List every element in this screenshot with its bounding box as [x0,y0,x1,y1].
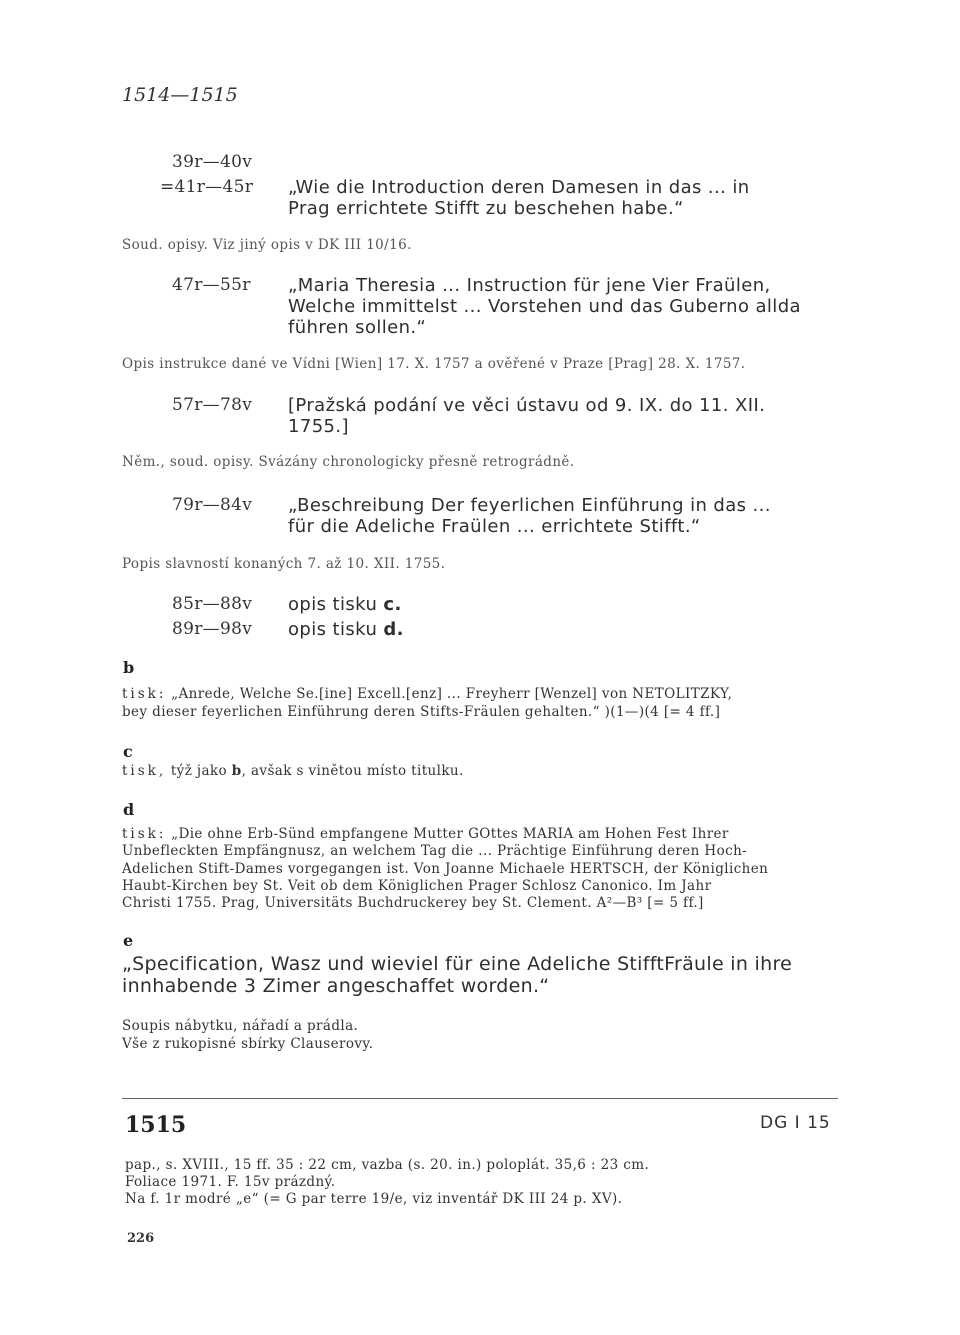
print-text: týž jako [166,763,232,779]
print-text: „Die ohne Erb-Sünd empfangene Mutter GOttes MARIA am Hohen Fest Ihrer [166,826,729,842]
print-description-line [122,686,732,703]
print-label: tisk, [122,763,167,779]
print-reference: d. [383,619,404,640]
print-text: , avšak s vinětou místo titulku. [241,763,464,779]
print-description-line [122,763,464,780]
print-letter: d [123,800,135,819]
entry-title-line: Welche immittelst ... Vorstehen und das Guberno allda [288,296,801,317]
manuscript-title-line: innhabende 3 Zimer angeschaffet worden.“ [122,975,550,997]
entry-title-line: „Maria Theresia ... Instruction für jene Vier Fraülen, [288,275,771,296]
print-letter: e [123,931,134,950]
entry-title-line: Prag errichtete Stifft zu beschehen habe.“ [288,198,684,219]
entry-title-line [288,619,404,640]
document-description-line: Foliace 1971. F. 15v prázdný. [125,1174,336,1190]
folio-range: 39r—40v [172,152,253,172]
print-label: tisk: [122,826,167,842]
print-description-line: Christi 1755. Prag, Universitäts Buchdruckerey bey St. Clement. A²—B³ [= 5 ff.] [122,895,704,911]
print-reference: c. [383,594,402,615]
entry-title-line [288,594,402,615]
section-divider [122,1098,838,1099]
document-description-line: pap., s. XVIII., 15 ff. 35 : 22 cm, vazba (s. 20. in.) poloplát. 35,6 : 23 cm. [125,1157,650,1173]
document-number: 1515 [125,1112,187,1138]
print-label: tisk: [122,686,167,702]
page-number: 226 [127,1231,155,1246]
print-letter: b [123,658,135,677]
entry-text: opis tisku [288,619,384,640]
entry-note: Soud. opisy. Viz jiný opis v DK III 10/16. [122,237,412,253]
entry-title-line: führen sollen.“ [288,317,427,338]
print-description-line: Unbefleckten Empfängnusz, an welchem Tag die ... Prächtige Einführung deren Hoch- [122,843,748,859]
entry-title-line: 1755.] [288,416,349,437]
print-description-line: bey dieser feyerlichen Einführung deren Stifts-Fräulen gehalten.“ )(1—)(4 [= 4 ff.] [122,704,721,720]
print-description-line [122,826,729,843]
entry-note: Něm., soud. opisy. Svázány chronologicky přesně retrográdně. [122,454,575,470]
folio-range: =41r—45r [160,177,254,197]
document-signature: DG I 15 [760,1113,831,1133]
folio-range: 89r—98v [172,619,253,639]
print-description-line: Adelichen Stift-Dames vorgegangen ist. Von Joanne Michaele HERTSCH, der Königlichen [122,861,769,877]
entry-title-line: für die Adeliche Fraülen ... errichtete Stifft.“ [288,516,701,537]
print-reference: b [231,763,242,779]
folio-range: 47r—55r [172,275,251,295]
entry-note: Opis instrukce dané ve Vídni [Wien] 17. X. 1757 a ověřené v Praze [Prag] 28. X. 1757. [122,356,746,372]
manuscript-title-line: „Specification, Wasz und wieviel für eine Adeliche StifftFräule in ihre [122,953,793,975]
document-description-line: Na f. 1r modré „e“ (= G par terre 19/e, viz inventář DK III 24 p. XV). [125,1191,623,1207]
print-description-line: Haubt-Kirchen bey St. Veit ob dem Königlichen Prager Schlosz Canonico. Im Jahr [122,878,712,894]
print-letter: c [123,742,133,761]
folio-range: 85r—88v [172,594,253,614]
entry-title-line: [Pražská podání ve věci ústavu od 9. IX. do 11. XII. [288,395,766,416]
print-note: Vše z rukopisné sbírky Clauserovy. [122,1036,374,1052]
entry-note: Popis slavností konaných 7. až 10. XII. 1755. [122,556,446,572]
running-head: 1514—1515 [122,84,238,106]
entry-title-line: „Beschreibung Der feyerlichen Einführung in das ... [288,495,771,516]
entry-text: opis tisku [288,594,384,615]
print-note: Soupis nábytku, nářadí a prádla. [122,1018,359,1034]
entry-title-line: „Wie die Introduction deren Damesen in das ... in [288,177,750,198]
folio-range: 57r—78v [172,395,253,415]
print-text: „Anrede, Welche Se.[ine] Excell.[enz] ... Freyherr [Wenzel] von NETOLITZKY, [166,686,733,702]
folio-range: 79r—84v [172,495,253,515]
